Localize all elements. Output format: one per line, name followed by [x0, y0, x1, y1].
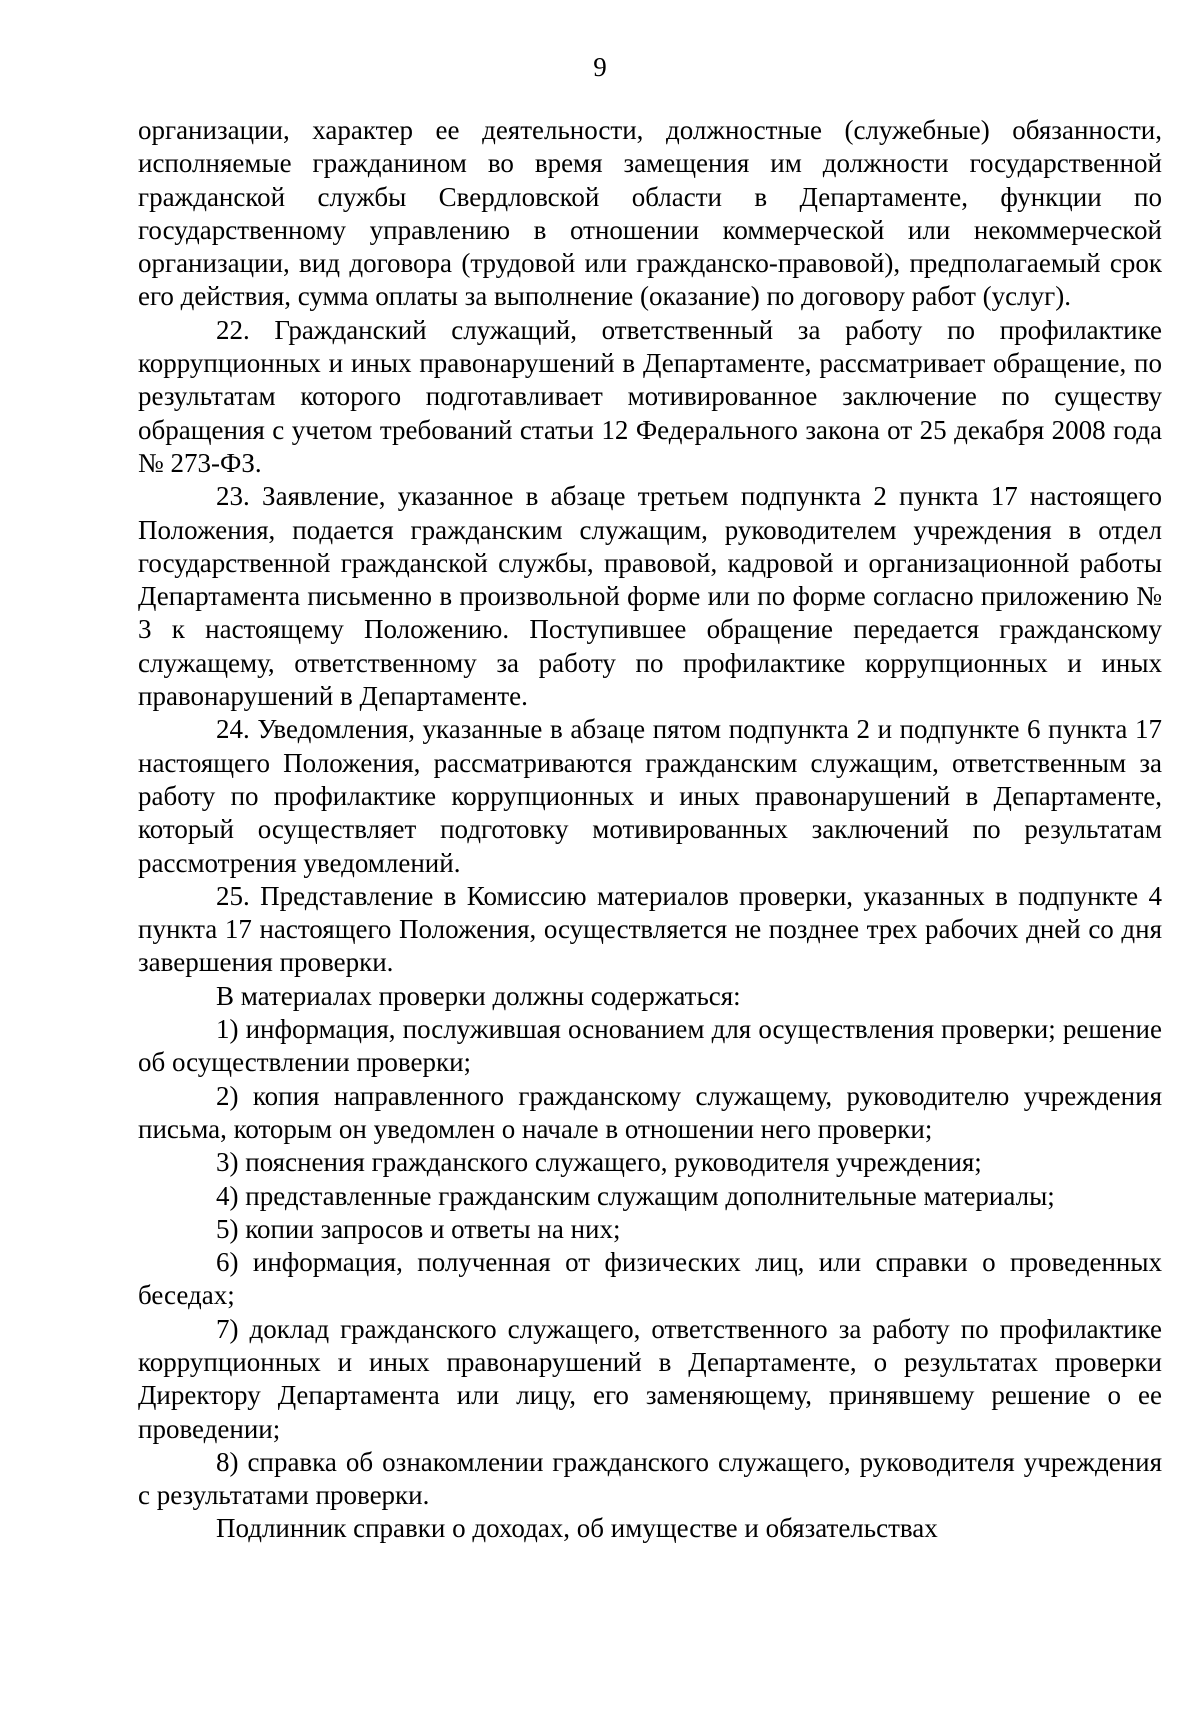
- paragraph-continuation: организации, характер ее деятельности, должностные (служебные) обязанности, исполняемые гражданином во время замещения им должности государственной гражданской службы Свердловской области в Департаменте, функции по государственному управлению в отношении коммерческой или некоммерческой организации, вид договора (трудовой или гражданско-правовой), предполагаемый срок его действия, сумма оплаты за выполнение (оказание) по договору работ (услуг).: [138, 115, 1162, 312]
- paragraph-22: 22. Гражданский служащий, ответственный за работу по профилактике коррупционных и иных правонарушений в Департаменте, рассматривает обращение, по результатам которого подготавливает мотивированное заключение по существу обращения с учетом требований статьи 12 Федерального закона от 25 декабря 2008 года № 273-ФЗ.: [138, 314, 1162, 478]
- list-item-4: 4) представленные гражданским служащим дополнительные материалы;: [216, 1180, 1055, 1211]
- list-item-6: 6) информация, полученная от физических лиц, или справки о проведенных беседах;: [138, 1247, 1162, 1311]
- list-item-7: 7) доклад гражданского служащего, ответственного за работу по профилактике коррупционных и иных правонарушений в Департаменте, о результатах проверки Директору Департамента или лицу, его заменяющему, принявшему решение о ее проведении;: [138, 1313, 1162, 1444]
- list-item-2: 2) копия направленного гражданскому служащему, руководителю учреждения письма, которым он уведомлен о начале в отношении него проверки;: [138, 1080, 1162, 1144]
- document-body: [138, 114, 1162, 1546]
- list-item-5: 5) копии запросов и ответы на них;: [216, 1213, 621, 1244]
- paragraph-23: 23. Заявление, указанное в абзаце третьем подпункта 2 пункта 17 настоящего Положения, подается гражданским служащим, руководителем учреждения в отдел государственной гражданской службы, правовой, кадровой и организационной работы Департамента письменно в произвольной форме или по форме согласно приложению № 3 к настоящему Положению. Поступившее обращение передается гражданскому служащему, ответственному за работу по профилактике коррупционных и иных правонарушений в Департаменте.: [138, 481, 1162, 712]
- page-number: 9: [593, 52, 607, 82]
- paragraph-25: 25. Представление в Комиссию материалов проверки, указанных в подпункте 4 пункта 17 настоящего Положения, осуществляется не позднее трех рабочих дней со дня завершения проверки.: [138, 880, 1162, 978]
- list-item-8: 8) справка об ознакомлении гражданского служащего, руководителя учреждения с результатами проверки.: [138, 1446, 1162, 1511]
- list-item-3: 3) пояснения гражданского служащего, руководителя учреждения;: [216, 1147, 982, 1178]
- paragraph-materials-intro: В материалах проверки должны содержаться:: [216, 980, 741, 1011]
- paragraph-24: 24. Уведомления, указанные в абзаце пятом подпункта 2 и подпункте 6 пункта 17 настоящего Положения, рассматриваются гражданским служащим, ответственным за работу по профилактике коррупционных и иных правонарушений в Департаменте, который осуществляет подготовку мотивированных заключений по результатам рассмотрения уведомлений.: [138, 714, 1162, 878]
- list-item-1: 1) информация, послужившая основанием для осуществления проверки; решение об осуществлении проверки;: [138, 1014, 1162, 1078]
- paragraph-original-certificate: Подлинник справки о доходах, об имуществе и обязательствах: [216, 1513, 938, 1544]
